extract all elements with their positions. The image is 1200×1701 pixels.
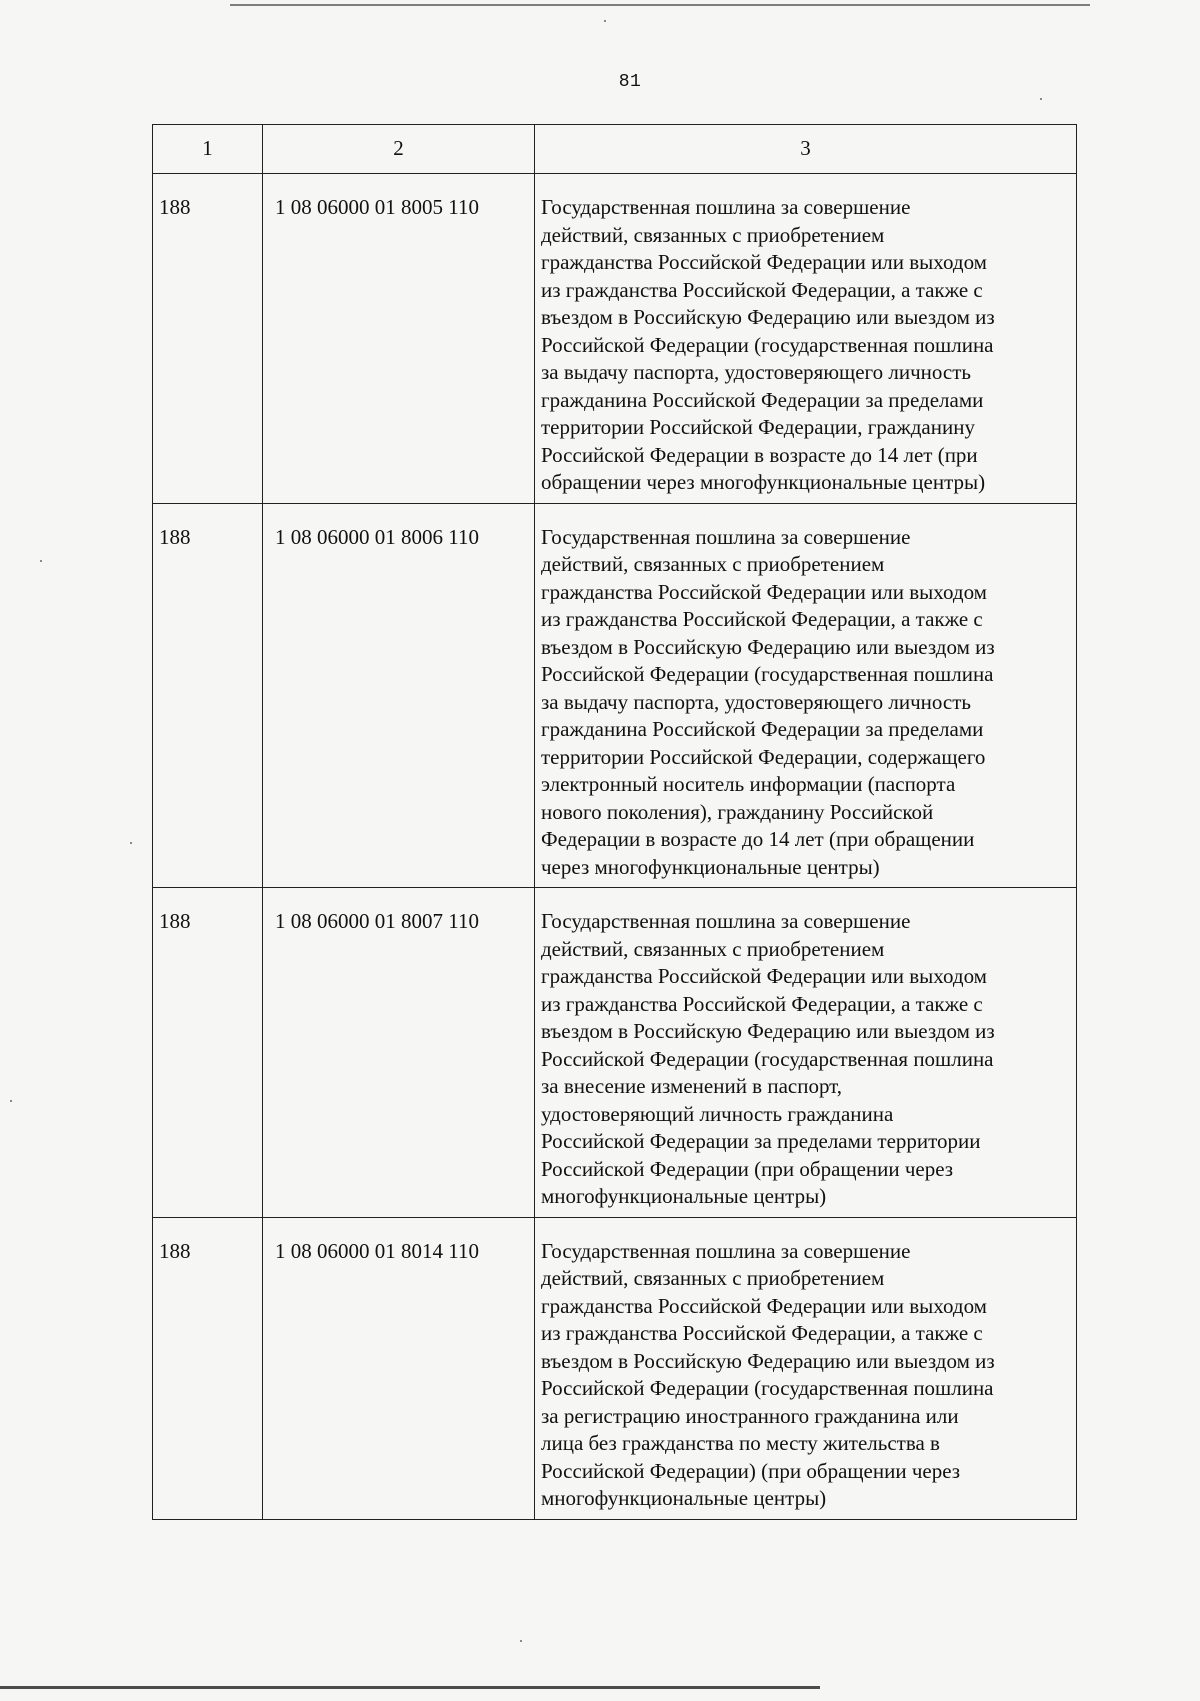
description-line: за регистрацию иностранного гражданина или bbox=[541, 1403, 959, 1428]
description-line: за выдачу паспорта, удостоверяющего личность bbox=[541, 360, 971, 384]
description-line: действий, связанных с приобретением bbox=[541, 936, 885, 961]
description-line: из гражданства Российской Федерации, а также с bbox=[541, 991, 983, 1016]
description-line: Российской Федерации в возрасте до 14 лет (при bbox=[541, 442, 978, 467]
scan-speck bbox=[10, 1100, 12, 1102]
budget-classification-code-cell: 1 08 06000 01 8014 110 bbox=[263, 1217, 535, 1519]
table-row bbox=[153, 174, 1077, 504]
chapter-code-cell: 188 bbox=[153, 1217, 263, 1519]
description-line: гражданина Российской Федерации за пределами bbox=[541, 717, 984, 741]
description-line: гражданства Российской Федерации или выходом bbox=[541, 1293, 987, 1318]
income-description-cell bbox=[535, 888, 1077, 1218]
header-col-3: 3 bbox=[535, 125, 1077, 174]
description-line: из гражданства Российской Федерации, а также с bbox=[541, 1321, 983, 1345]
description-line: въездом в Российскую Федерацию или выездом из bbox=[541, 1019, 995, 1043]
scan-edge-top bbox=[230, 4, 1090, 6]
description-line: Государственная пошлина за совершение bbox=[541, 1238, 911, 1263]
description-line: Российской Федерации) (при обращении через bbox=[541, 1458, 961, 1483]
description-line: гражданства Российской Федерации или выходом bbox=[541, 579, 987, 604]
chapter-code-cell: 188 bbox=[153, 888, 263, 1218]
description-line: Российской Федерации (государственная пошлина bbox=[541, 662, 994, 686]
table-row bbox=[153, 888, 1077, 1218]
description-line: Российской Федерации (государственная пошлина bbox=[541, 332, 994, 357]
scan-edge-bottom bbox=[0, 1686, 820, 1689]
description-line: Российской Федерации (государственная пошлина bbox=[541, 1046, 994, 1071]
chapter-code-cell: 188 bbox=[153, 174, 263, 504]
description-line: за внесение изменений в паспорт, bbox=[541, 1074, 843, 1098]
description-line: Федерации в возрасте до 14 лет (при обращении bbox=[541, 827, 975, 851]
description-line: действий, связанных с приобретением bbox=[541, 1266, 885, 1290]
description-line: Российской Федерации (при обращении через bbox=[541, 1156, 954, 1181]
table-body bbox=[153, 174, 1077, 1520]
description-line: за выдачу паспорта, удостоверяющего личность bbox=[541, 689, 971, 714]
description-line: Государственная пошлина за совершение bbox=[541, 524, 911, 549]
description-line: Российской Федерации (государственная пошлина bbox=[541, 1376, 994, 1400]
description-line: лица без гражданства по месту жительства в bbox=[541, 1431, 940, 1455]
scan-speck bbox=[520, 1640, 522, 1642]
scan-speck bbox=[1040, 98, 1042, 100]
budget-classification-code-cell: 1 08 06000 01 8007 110 bbox=[263, 888, 535, 1218]
description-line: многофункциональные центры) bbox=[541, 1184, 827, 1208]
table-header-row bbox=[153, 125, 1077, 174]
description-line: территории Российской Федерации, содержащего bbox=[541, 744, 986, 769]
scan-speck bbox=[604, 20, 606, 22]
table-row bbox=[153, 503, 1077, 888]
description-line: действий, связанных с приобретением bbox=[541, 222, 885, 247]
description-line: обращении через многофункциональные центры) bbox=[541, 470, 986, 494]
description-line: Государственная пошлина за совершение bbox=[541, 909, 911, 933]
scan-speck bbox=[130, 842, 132, 844]
description-line: въездом в Российскую Федерацию или выездом из bbox=[541, 1348, 995, 1373]
header-col-1: 1 bbox=[153, 125, 263, 174]
description-line: удостоверяющий личность гражданина bbox=[541, 1101, 894, 1126]
description-line: электронный носитель информации (паспорта bbox=[541, 772, 956, 796]
description-line: гражданства Российской Федерации или выходом bbox=[541, 250, 987, 274]
income-description-cell bbox=[535, 174, 1077, 504]
description-line: территории Российской Федерации, гражданину bbox=[541, 415, 975, 439]
budget-classification-code-cell: 1 08 06000 01 8006 110 bbox=[263, 503, 535, 888]
description-line: из гражданства Российской Федерации, а также с bbox=[541, 277, 983, 302]
description-line: въездом в Российскую Федерацию или выездом из bbox=[541, 305, 995, 329]
budget-classification-code-cell: 1 08 06000 01 8005 110 bbox=[263, 174, 535, 504]
income-codes-table bbox=[152, 124, 1077, 1520]
description-line: многофункциональные центры) bbox=[541, 1486, 827, 1510]
description-line: гражданства Российской Федерации или выходом bbox=[541, 964, 987, 988]
income-description-cell bbox=[535, 503, 1077, 888]
description-line: гражданина Российской Федерации за пределами bbox=[541, 387, 984, 412]
income-description-cell bbox=[535, 1217, 1077, 1519]
table-row bbox=[153, 1217, 1077, 1519]
header-col-2: 2 bbox=[263, 125, 535, 174]
page-number: 81 bbox=[618, 72, 642, 92]
chapter-code-cell: 188 bbox=[153, 503, 263, 888]
description-line: Российской Федерации за пределами территории bbox=[541, 1129, 981, 1153]
description-line: через многофункциональные центры) bbox=[541, 854, 880, 879]
description-line: действий, связанных с приобретением bbox=[541, 552, 885, 576]
description-line: из гражданства Российской Федерации, а также с bbox=[541, 607, 983, 631]
scan-speck bbox=[40, 560, 42, 562]
description-line: нового поколения), гражданину Российской bbox=[541, 799, 934, 824]
description-line: въездом в Российскую Федерацию или выездом из bbox=[541, 634, 995, 659]
description-line: Государственная пошлина за совершение bbox=[541, 195, 911, 219]
